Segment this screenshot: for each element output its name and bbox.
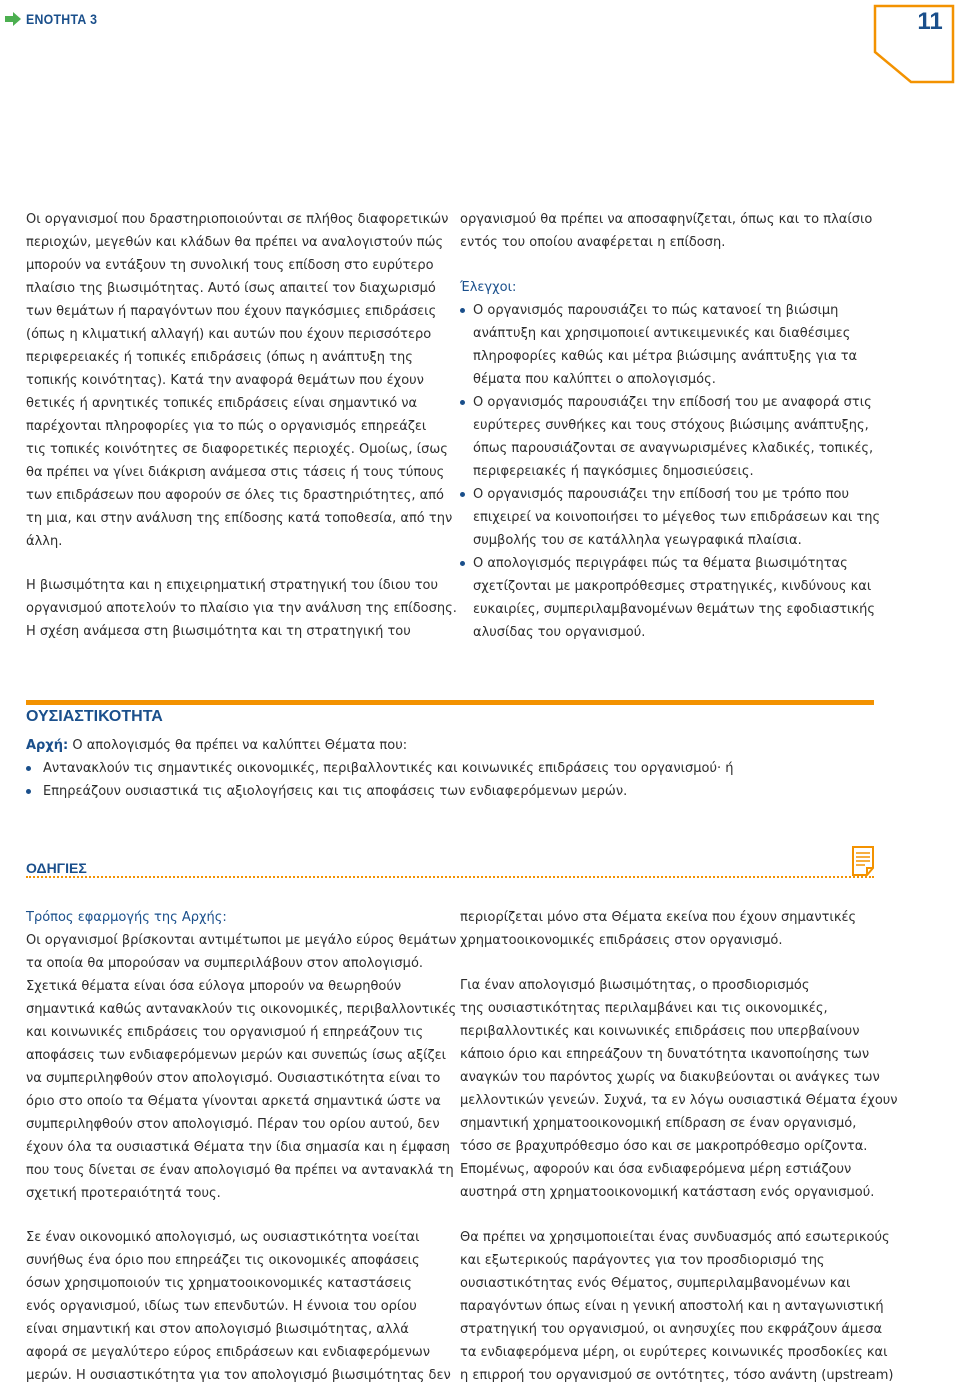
- text-line: Οι οργανισμοί που δραστηριοποιούνται σε πλήθος διαφορετικών: [26, 212, 449, 227]
- guidance-right-para-1: [460, 906, 900, 952]
- text-line: εντός του οποίου αναφέρεται η επίδοση.: [460, 235, 726, 250]
- text-line: τα ενδιαφερόμενα μέρη, οι ευρύτερες κοινωνικές προσδοκίες και: [460, 1345, 888, 1360]
- text-line: οργανισμού αποτελούν το πλαίσιο για την ανάλυση της επίδοσης.: [26, 601, 457, 616]
- text-line: μερών. Η ουσιαστικότητα για τον απολογισμό βιωσιμότητας δεν: [26, 1368, 451, 1383]
- checks-heading: Έλεγχοι:: [460, 280, 517, 295]
- text-line: όριο στο οποίο τα Θέματα γίνονται αρκετά σημαντικά ώστε να: [26, 1094, 441, 1109]
- materiality-divider: [26, 700, 874, 705]
- text-line: τις τοπικές κοινότητες σε διαφορετικές περιοχές. Ομοίως, ίσως: [26, 442, 448, 457]
- section-header: [4, 8, 107, 30]
- text-line: περιοχών, μεγεθών και κλάδων θα πρέπει να αναλογιστούν πώς: [26, 235, 444, 250]
- text-line: αφορά σε μεγαλύτερο εύρος επιδράσεων και ενδιαφερόμενων: [26, 1345, 430, 1360]
- text-line: θετικές ή αρνητικές τοπικές επιδράσεις είναι σημαντικό να: [26, 396, 418, 411]
- text-line: των επιδράσεων που αφορούν σε όλες τις δραστηριότητες, από: [26, 488, 445, 503]
- text-line: συμπεριληφθούν στον απολογισμό. Πέραν του ορίου αυτού, δεν: [26, 1117, 440, 1132]
- materiality-title: ΟΥΣΙΑΣΤΙΚΟΤΗΤΑ: [26, 708, 163, 725]
- check-item: Ο οργανισμός παρουσιάζει το πώς κατανοεί τη βιώσιμη ανάπτυξη και χρησιμοποιεί αντικειμενικές και διαθέσιμες πληροφορίες καθώς και μέτρα βιώσιμης ανάπτυξης για τα θέματα που καλύπτει ο απολογισμός.: [460, 299, 900, 391]
- check-item: Ο οργανισμός παρουσιάζει την επίδοσή του με αναφορά στις ευρύτερες συνθήκες και τους στόχους βιώσιμης ανάπτυξης, όπως παρουσιάζονται σε αναγνωρισμένες κλαδικές, τοπικές, περιφερειακές ή παγκόσμιες δημοσιεύσεις.: [460, 391, 900, 483]
- text-line: Η βιωσιμότητα και η επιχειρηματική στρατηγική του ίδιου του: [26, 578, 439, 593]
- guidance-divider: [26, 876, 874, 878]
- text-line: και κοινωνικές επιδράσεις του οργανισμού ή επηρεάζουν τις: [26, 1025, 424, 1040]
- materiality-list: [26, 757, 906, 803]
- text-line: περιφερειακές ή τοπικές επιδράσεις (όπως η ανάπτυξη της: [26, 350, 413, 365]
- text-line: Επομένως, αφορούν και όσα ενδιαφερόμενα μέρη εστιάζουν: [460, 1162, 852, 1177]
- text-line: αναγκών του παρόντος χωρίς να διακυβεύονται οι ανάγκες των: [460, 1070, 880, 1085]
- text-line: αποφάσεις των ενδιαφερόμενων μερών και συνεπώς ίσως αξίζει: [26, 1048, 447, 1063]
- text-line: αυστηρά στη χρηματοοικονομική κατάσταση ενός οργανισμού.: [460, 1185, 875, 1200]
- guidance-title: ΟΔΗΓΙΕΣ: [26, 860, 87, 876]
- checks-list: [460, 299, 900, 644]
- guidance-left-para-1: [26, 929, 457, 1205]
- materiality-item: Αντανακλούν τις σημαντικές οικονομικές, περιβαλλοντικές και κοινωνικές επιδράσεις του οργανισμού· ή: [26, 757, 906, 780]
- application-heading: Τρόπος εφαρμογής της Αρχής:: [26, 910, 227, 925]
- notepad-icon: [852, 846, 874, 876]
- text-line: και εξωτερικούς παράγοντες για τον προσδιορισμό της: [460, 1253, 825, 1268]
- text-line: τα οποία θα μπορούσαν να συμπεριλάβουν στον απολογισμό.: [26, 956, 424, 971]
- text-line: που τους δίνεται σε έναν απολογισμό θα πρέπει να αντανακλά τη: [26, 1163, 454, 1178]
- check-item: Ο απολογισμός περιγράφει πώς τα θέματα βιωσιμότητας σχετίζονται με μακροπρόθεσμες στρατηγικές, κινδύνους και ευκαιρίες, συμπεριλαμβανομένων θεμάτων της εφοδιαστικής αλυσίδας του οργανισμού.: [460, 552, 900, 644]
- arrow-right-icon: [4, 11, 22, 27]
- guidance-left-para-2: [26, 1226, 451, 1387]
- principle-text: Ο απολογισμός θα πρέπει να καλύπτει Θέματα που:: [72, 738, 408, 753]
- text-line: τη μια, και στην ανάλυση της επίδοσης κατά τοποθεσία, από την: [26, 511, 453, 526]
- text-line: Σε έναν οικονομικό απολογισμό, ως ουσιαστικότητα νοείται: [26, 1230, 420, 1245]
- text-line: έχουν όλα τα ουσιαστικά Θέματα την ίδια σημασία και η έμφαση: [26, 1140, 451, 1155]
- text-line: συνήθως ένα όριο που επηρεάζει τις οικονομικές αποφάσεις: [26, 1253, 420, 1268]
- text-line: Η σχέση ανάμεσα στη βιωσιμότητα και τη στρατηγική του: [26, 624, 411, 639]
- text-line: ουσιαστικότητας ενός Θέματος, συμπεριλαμβανομένων και: [460, 1276, 851, 1291]
- intro-right-para: [460, 208, 900, 254]
- text-line: παρέχονται πληροφορίες για το πώς ο οργανισμός επηρεάζει: [26, 419, 427, 434]
- text-line: στρατηγική του οργανισμού, οι ανησυχίες που εκφράζουν άμεσα: [460, 1322, 883, 1337]
- text-line: Για έναν απολογισμό βιωσιμότητας, ο προσδιορισμός: [460, 978, 810, 993]
- text-line: ενός οργανισμού, ιδίως των επενδυτών. Η έννοια του ορίου: [26, 1299, 417, 1314]
- text-line: είναι σημαντική και στον απολογισμό βιωσιμότητας, αλλά: [26, 1322, 409, 1337]
- text-line: πλαίσιο της βιωσιμότητας. Αυτό ίσως απαιτεί τον διαχωρισμό: [26, 281, 436, 296]
- text-line: όσων χρησιμοποιούν τις χρηματοοικονομικές καταστάσεις: [26, 1276, 412, 1291]
- text-line: θα πρέπει να γίνει διάκριση ανάμεσα στις τάσεις ή τους τύπους: [26, 465, 445, 480]
- text-line: περιορίζεται μόνο στα Θέματα εκείνα που έχουν σημαντικές: [460, 910, 857, 925]
- text-line: μπορούν να εντάξουν τη συνολική τους επίδοση στο ευρύτερο: [26, 258, 434, 273]
- text-line: χρηματοοικονομικές επιδράσεις στον οργανισμό.: [460, 933, 783, 948]
- text-line: Σχετικά θέματα είναι όσα εύλογα μπορούν να θεωρηθούν: [26, 979, 402, 994]
- page-number: 11: [917, 8, 943, 35]
- text-line: η επιρροή του οργανισμού σε οντότητες, τόσο ανάντη (upstream): [460, 1368, 894, 1383]
- text-line: τοπικής κοινότητας). Κατά την αναφορά θεμάτων που έχουν: [26, 373, 424, 388]
- text-line: σημαντική χρηματοοικονομική επίδραση σε έναν οργανισμό,: [460, 1116, 857, 1131]
- principle-label: Αρχή:: [26, 738, 69, 753]
- text-line: σημαντικά καθώς αντανακλούν τις οικονομικές, περιβαλλοντικές: [26, 1002, 457, 1017]
- text-line: της ουσιαστικότητας περιλαμβάνει και τις οικονομικές,: [460, 1001, 828, 1016]
- text-line: παραγόντων όπως είναι η γενική αποστολή και η ανταγωνιστική: [460, 1299, 884, 1314]
- intro-left-para-1: [26, 208, 453, 553]
- section-label: ΕΝΟΤΗΤΑ 3: [26, 11, 98, 27]
- guidance-right-para-2: [460, 974, 900, 1204]
- text-line: σχετική προτεραιότητά τους.: [26, 1186, 221, 1201]
- text-line: οργανισμού θα πρέπει να αποσαφηνίζεται, όπως και το πλαίσιο: [460, 212, 873, 227]
- guidance-right-para-3: [460, 1226, 900, 1387]
- materiality-item: Επηρεάζουν ουσιαστικά τις αξιολογήσεις και τις αποφάσεις των ενδιαφερόμενων μερών.: [26, 780, 906, 803]
- text-line: άλλη.: [26, 534, 63, 549]
- text-line: των θεμάτων ή παραγόντων που έχουν παγκόσμιες επιδράσεις: [26, 304, 437, 319]
- text-line: να συμπεριληφθούν στον απολογισμό. Ουσιαστικότητα είναι το: [26, 1071, 441, 1086]
- text-line: τόσο σε βραχυπρόθεσμο όσο και σε μακροπρόθεσμο ορίζοντα.: [460, 1139, 868, 1154]
- text-line: περιβαλλοντικές και κοινωνικές επιδράσεις που υπερβαίνουν: [460, 1024, 860, 1039]
- check-item: Ο οργανισμός παρουσιάζει την επίδοσή του με τρόπο που επιχειρεί να κοινοποιήσει το μέγεθος των επιδράσεων και της συμβολής του σε κατάλληλα γεωγραφικά πλαίσια.: [460, 483, 900, 552]
- materiality-principle: [26, 734, 407, 757]
- intro-left-para-2: [26, 574, 457, 643]
- text-line: (όπως η κλιματική αλλαγή) και αυτών που έχουν περισσότερο: [26, 327, 432, 342]
- text-line: Θα πρέπει να χρησιμοποιείται ένας συνδυασμός από εσωτερικούς: [460, 1230, 890, 1245]
- text-line: κάποιο όριο και επηρεάζουν τη δυνατότητα ικανοποίησης των: [460, 1047, 870, 1062]
- text-line: μελλοντικών γενεών. Συχνά, τα εν λόγω ουσιαστικά Θέματα έχουν: [460, 1093, 898, 1108]
- text-line: Οι οργανισμοί βρίσκονται αντιμέτωποι με μεγάλο εύρος θεμάτων: [26, 933, 457, 948]
